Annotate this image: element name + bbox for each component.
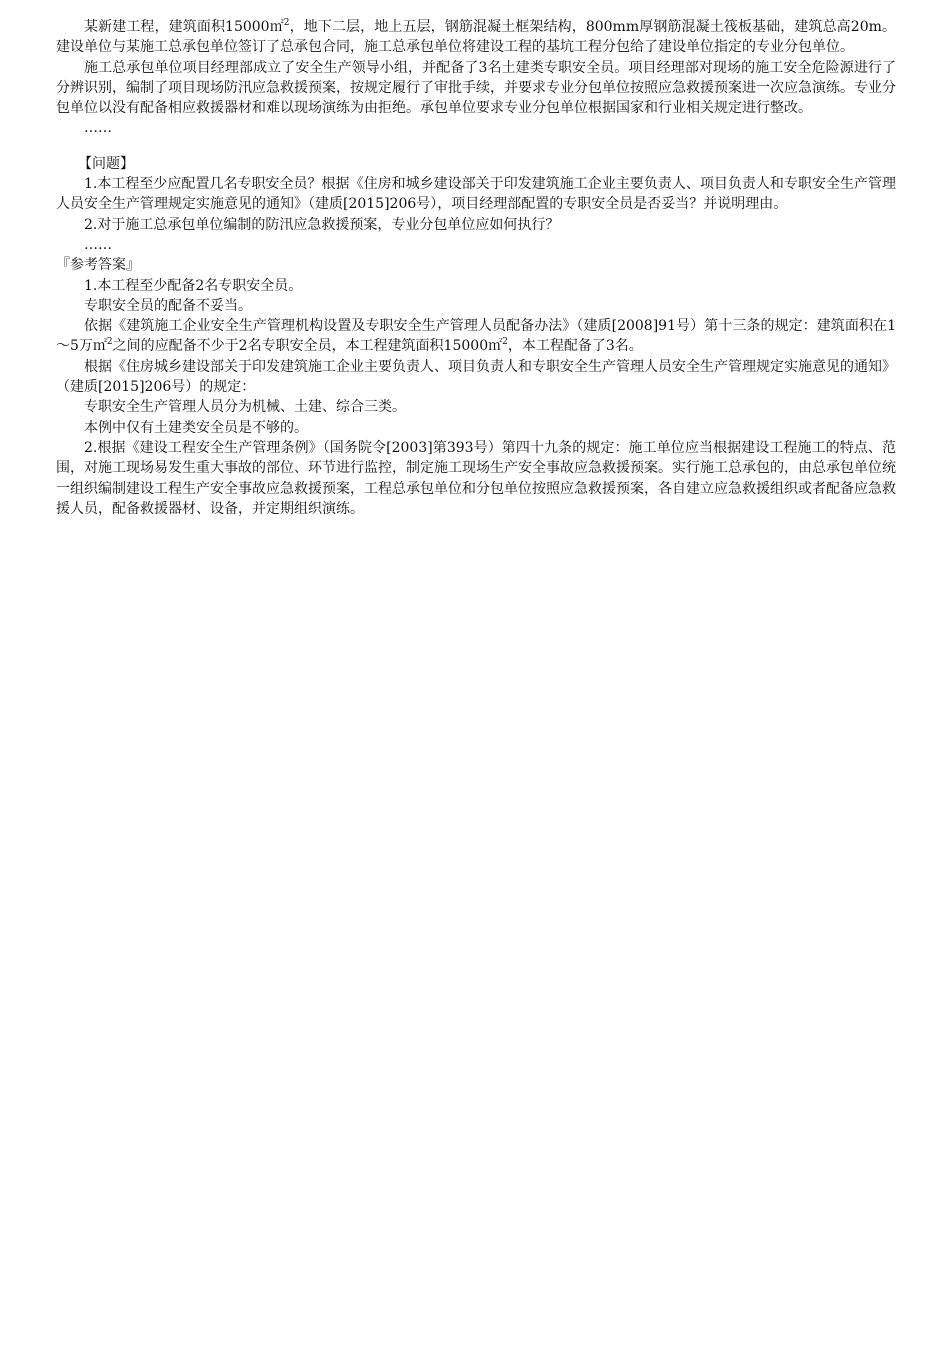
answer-line-2: 专职安全员的配备不妥当。 [84,297,252,314]
answer-text: ，本工程配备了3名。 [507,338,643,355]
case-text: 某新建工程，建筑面积15000㎡ [84,19,284,35]
superscript: 2 [283,18,290,28]
answer-line-6: 本例中仅有土建类安全员是不够的。 [84,419,308,436]
question-1: 1.本工程至少应配置几名专职安全员？根据《住房和城乡建设部关于印发建筑施工企业主要负责人、项目负责人和专职安全生产管理人员安全生产管理规定实施意见的通知》（建质[2015]206号），项目经理部配置的专职安全员是否妥当？并说明理由。 [56,176,896,213]
answers-heading: 『参考答案』 [56,257,140,274]
answer-line-1: 1.本工程至少配备2名专职安全员。 [84,277,303,294]
superscript: 2 [106,337,113,348]
ellipsis: …… [84,120,112,137]
answer-text: 依据《建筑施工企业安全生产管理机构设置及专职安全生产管理人员配备办法》（建质[2008]91号）第十三条的规定：建筑面积在1～5万㎡ [56,318,896,355]
case-paragraph-1 [56,17,896,58]
questions-heading: 【问题】 [78,155,134,172]
ellipsis: …… [84,236,112,253]
superscript: 2 [502,337,508,348]
answer-line-5: 专职安全生产管理人员分为机械、土建、综合三类。 [84,399,406,416]
answer-text: 之间的应配备不少于2名专职安全员，本工程建筑面积15000㎡ [112,338,503,355]
spacer [56,139,896,154]
answer-line-4: 根据《住房城乡建设部关于印发建筑施工企业主要负责人、项目负责人和专职安全生产管理人员安全生产管理规定实施意见的通知》（建质[2015]206号）的规定： [56,358,896,396]
case-paragraph-2: 施工总承包单位项目经理部成立了安全生产领导小组，并配备了3名土建类专职安全员。项目经理部对现场的施工安全危险源进行了分辨识别，编制了项目现场防汛应急救援预案，按规定履行了审批手续，并要求专业分包单位按照应急救援预案进一次应急演练。专业分包单位以没有配备相应救援器材和难以现场演练为由拒绝。承包单位要求专业分包单位根据国家和行业相关规定进行整改。 [56,59,896,117]
question-2: 2.对于施工总承包单位编制的防汛应急救援预案，专业分包单位应如何执行？ [84,216,560,233]
answer-line-7: 2.根据《建设工程安全生产管理条例》（国务院令[2003]第393号）第四十九条的规定：施工单位应当根据建设工程施工的特点、范围，对施工现场易发生重大事故的部位、环节进行监控，制定施工现场生产安全事故应急救援预案。实行施工总承包的，由总承包单位统一组织编制建设工程生产安全事故应急救援预案，工程总承包单位和分包单位按照应急救援预案，各自建立应急救援组织或者配备应急救援人员，配备救援器材、设备，并定期组织演练。 [56,439,896,517]
case-text: ，地下二层，地上五层，钢筋混凝土框架结构，800mm厚钢筋混凝土筏板基础，建筑总高20m。建设单位与某施工总承包单位签订了总承包合同，施工总承包单位将建设工程的基坑工程分包给了建设单位指定的专业分包单位。 [56,19,896,56]
document-page [56,17,896,519]
answer-line-3 [56,316,896,357]
